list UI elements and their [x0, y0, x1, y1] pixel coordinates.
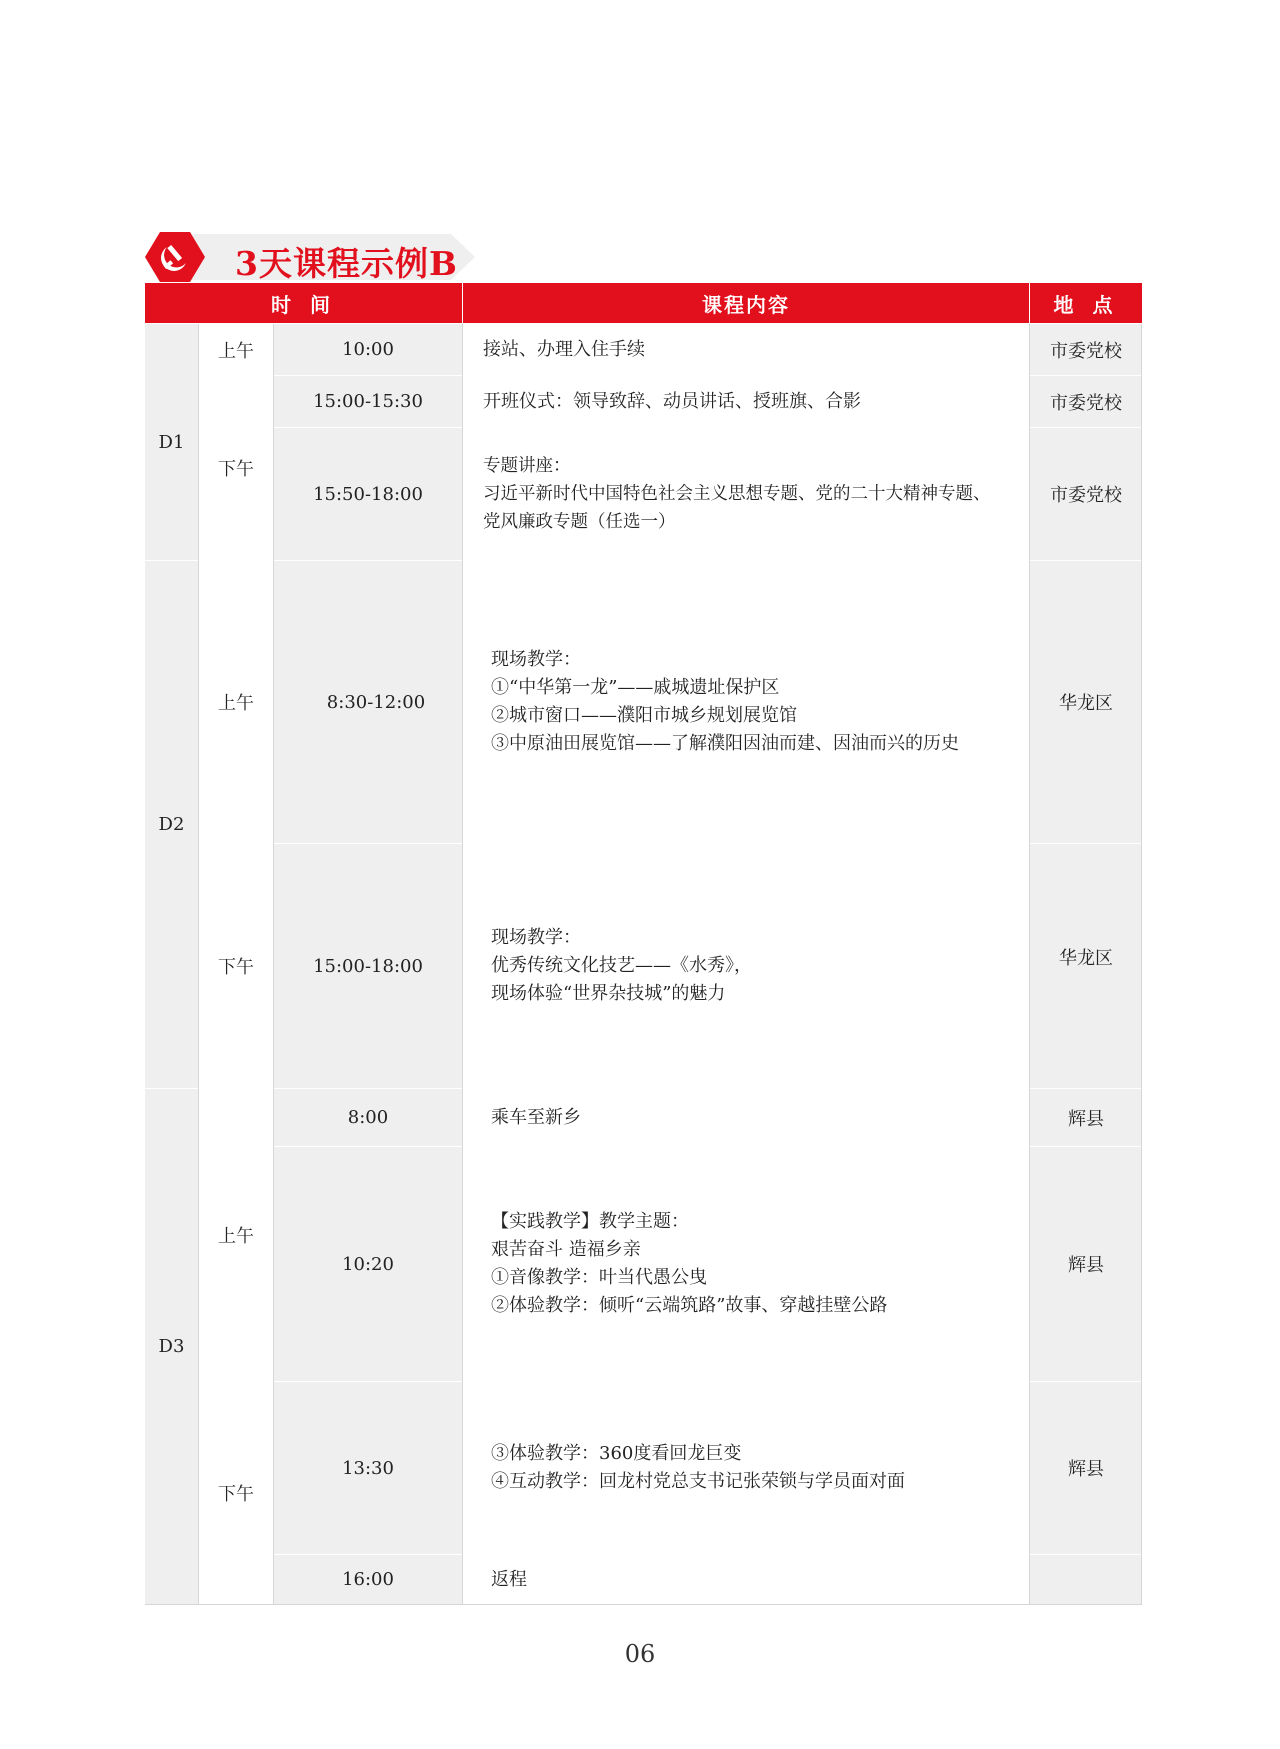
- time-cell: 13:30: [274, 1382, 462, 1554]
- content-line: 乘车至新乡: [491, 1106, 581, 1128]
- section-title: [145, 232, 485, 282]
- content-line: 现场教学：: [491, 649, 581, 670]
- place-cell: 市委党校: [1030, 324, 1142, 375]
- place-cell: 华龙区: [1030, 561, 1142, 843]
- content-cell: [463, 561, 1029, 843]
- content-line: 党风廉政专题（任选一）: [483, 512, 676, 532]
- grid-line: [198, 324, 199, 1604]
- time-cell: 10:00: [274, 324, 462, 375]
- header-time: 时 间: [145, 283, 462, 323]
- content-line: 开班仪式：领导致辞、动员讲话、授班旗、合影: [483, 390, 861, 412]
- time-cell: 8:30-12:00: [274, 561, 462, 843]
- period-cell: 上午: [199, 1089, 273, 1381]
- content-line: ③中原油田展览馆——了解濮阳因油而建、因油而兴的历史: [491, 733, 959, 754]
- header-place: 地 点: [1030, 283, 1142, 323]
- time-cell: 16:00: [274, 1555, 462, 1604]
- content-line: ④互动教学：回龙村党总支书记张荣锁与学员面对面: [491, 1471, 905, 1492]
- content-cell: [463, 1089, 1029, 1146]
- page-title: 3天课程示例B: [235, 244, 458, 283]
- content-line: 返程: [491, 1568, 527, 1590]
- schedule-table: [145, 283, 1142, 1604]
- time-cell: 15:50-18:00: [274, 428, 462, 560]
- content-cell: [463, 376, 1029, 427]
- day-label-d3: D3: [145, 1089, 198, 1604]
- content-line: 【实践教学】教学主题：: [491, 1211, 689, 1232]
- content-line: 艰苦奋斗 造福乡亲: [491, 1239, 641, 1260]
- header-content: 课程内容: [463, 283, 1029, 323]
- content-cell: [463, 324, 1029, 375]
- period-cell: 下午: [199, 844, 273, 1088]
- period-cell: 下午: [199, 1382, 273, 1604]
- content-cell: [463, 1555, 1029, 1604]
- party-emblem-icon: [159, 241, 191, 273]
- content-line: 接站、办理入住手续: [483, 338, 645, 360]
- grid-line: [462, 324, 463, 1604]
- content-line: 优秀传统文化技艺——《水秀》，: [491, 955, 752, 976]
- period-cell: 上午: [199, 561, 273, 843]
- period-cell: 下午: [199, 376, 273, 560]
- content-line: ①“中华第一龙”——戚城遗址保护区: [491, 677, 780, 698]
- content-line: 现场教学：: [491, 927, 581, 948]
- content-line: 专题讲座：: [483, 456, 571, 476]
- grid-line: [1029, 324, 1030, 1604]
- grid-line: [145, 1604, 1142, 1605]
- grid-line: [1141, 324, 1142, 1604]
- time-cell: 15:00-15:30: [274, 376, 462, 427]
- place-cell: 辉县: [1030, 1147, 1142, 1381]
- place-cell: 市委党校: [1030, 428, 1142, 560]
- place-cell: 市委党校: [1030, 376, 1142, 427]
- place-cell: [1030, 1555, 1142, 1604]
- content-line: 习近平新时代中国特色社会主义思想专题、党的二十大精神专题、: [483, 484, 991, 504]
- period-cell: 上午: [199, 324, 273, 375]
- content-cell: [463, 844, 1029, 1088]
- time-cell: 10:20: [274, 1147, 462, 1381]
- day-label-d2: D2: [145, 561, 198, 1088]
- grid-line: [273, 324, 274, 1604]
- content-line: ②体验教学：倾听“云端筑路”故事、穿越挂壁公路: [491, 1295, 888, 1316]
- time-cell: 15:00-18:00: [274, 844, 462, 1088]
- time-cell: 8:00: [274, 1089, 462, 1146]
- place-cell: 华龙区: [1030, 844, 1142, 1088]
- content-line: ②城市窗口——濮阳市城乡规划展览馆: [491, 705, 797, 726]
- content-cell: [463, 1382, 1029, 1554]
- place-cell: 辉县: [1030, 1089, 1142, 1146]
- day-label-d1: D1: [145, 324, 198, 560]
- content-line: ①音像教学：叶当代愚公曳: [491, 1267, 707, 1288]
- content-line: 现场体验“世界杂技城”的魅力: [491, 983, 726, 1004]
- content-line: ③体验教学：360度看回龙巨变: [491, 1443, 742, 1464]
- content-cell: [463, 428, 1029, 560]
- page-number: 06: [624, 1640, 656, 1668]
- place-cell: 辉县: [1030, 1382, 1142, 1554]
- content-cell: [463, 1147, 1029, 1381]
